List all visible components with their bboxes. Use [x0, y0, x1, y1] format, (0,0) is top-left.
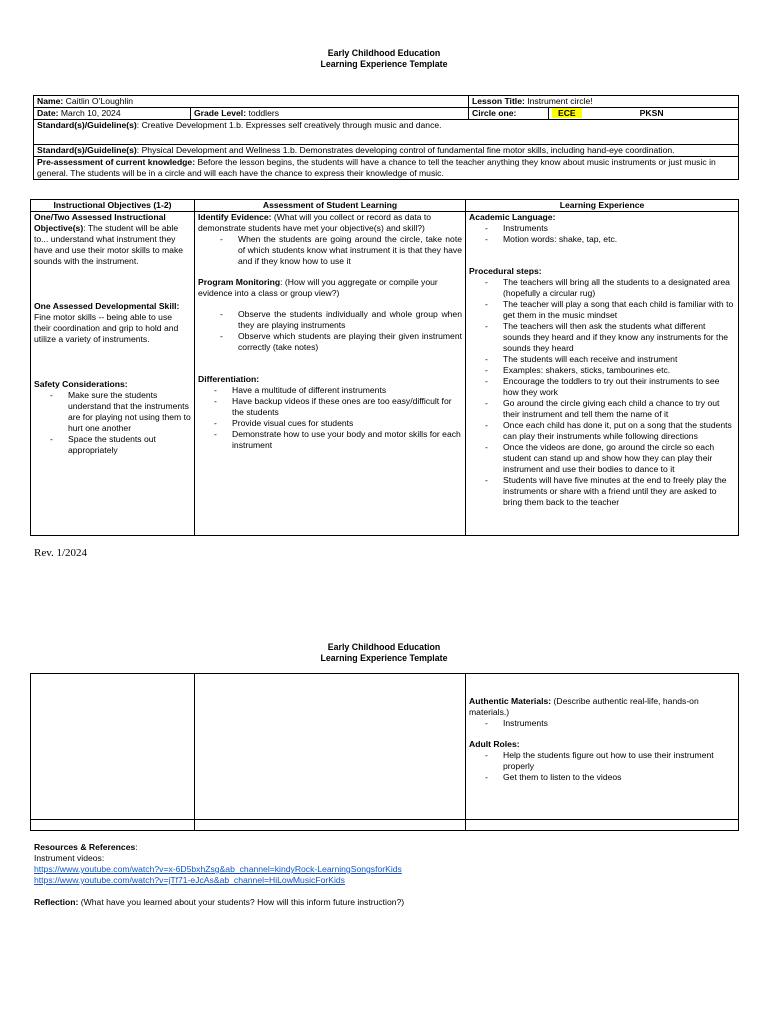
title-line-1: Early Childhood Education [327, 642, 441, 652]
title-line-2: Learning Experience Template [320, 653, 448, 664]
list-item: - Examples: shakers, sticks, tambourines etc. [469, 365, 735, 376]
title-line-2: Learning Experience Template [320, 59, 448, 70]
empty-cell [31, 820, 195, 831]
resources-section [34, 842, 734, 908]
objectives-cell-continued [31, 674, 195, 820]
reflection: Reflection: (What have you learned about your students? How will this inform future instruction?) [34, 897, 405, 907]
circle-label-cell: Circle one: [468, 108, 548, 120]
differentiation-list [198, 385, 462, 451]
circle-option-pksn: PKSN [639, 108, 664, 118]
procedural-steps: Procedural steps: [469, 266, 542, 276]
circle-option-ece: ECE [552, 108, 582, 118]
list-item: - Have a multitude of different instruments [198, 385, 462, 396]
standard-1-cell: Standard(s)/Guideline(s): Creative Development 1.b. Expresses self creatively through music and dance. [34, 120, 739, 145]
list-item: - Motion words: shake, tap, etc. [469, 234, 735, 245]
list-item: - Instruments [469, 718, 735, 729]
videos-label: Instrument videos: [34, 853, 105, 863]
list-item: - Students will have five minutes at the end to freely play the instruments or share with a friend until they are asked to bring them back to the teacher [469, 475, 735, 508]
list-item: - Space the students out appropriately [34, 434, 191, 456]
academic-language: Academic Language: [469, 212, 556, 222]
standard-1-value: : Creative Development 1.b. Expresses self creatively through music and dance. [136, 120, 442, 130]
lesson-info-table [33, 95, 739, 180]
lesson-title-value: Instrument circle! [524, 96, 593, 106]
list-item: - Encourage the toddlers to try out their instruments to see how they work [469, 376, 735, 398]
evidence-list [198, 234, 462, 267]
list-item: - Observe which students are playing their given instrument correctly (take notes) [198, 331, 462, 353]
list-item: - When the students are going around the circle, take note of which students know what instrument it is that they have and if they know how to use it [198, 234, 462, 267]
revision-note: Rev. 1/2024 [34, 547, 88, 559]
grade-cell: Grade Level: toddlers [191, 108, 469, 120]
date-value: March 10, 2024 [58, 108, 121, 118]
name-cell: Name: Caitlin O’Loughlin [34, 96, 469, 108]
title-line-1: Early Childhood Education [327, 48, 441, 58]
video-link-1[interactable]: https://www.youtube.com/watch?v=x-6D5bxhZsg&ab_channel=kindyRock-LearningSongsforKids [34, 864, 402, 874]
page-title [0, 48, 768, 71]
video-link-2[interactable]: https://www.youtube.com/watch?v=jTf71-eJcAs&ab_channel=HiLowMusicForKids [34, 875, 345, 885]
developmental-skill: One Assessed Developmental Skill: Fine motor skills -- being able to use their coordination and grip to hold and utilize a variety of instruments. [34, 301, 180, 344]
preassessment-cell: Pre-assessment of current knowledge: Before the lesson begins, the students will have a chance to tell the teacher anything they know about music instruments or just music in general. The students will be in a circle and will each have the chance to express their knowledge of music. [34, 157, 739, 180]
col-header-objectives: Instructional Objectives (1-2) [31, 200, 195, 212]
list-item: - Once each child has done it, put on a song that the students can play their instruments while following directions [469, 420, 735, 442]
learning-experience-cell-continued [466, 674, 739, 820]
assessment-cell [195, 212, 466, 536]
safety-considerations: Safety Considerations: - Make sure the students understand that the instruments are for playing not using them to hurt one another - Space the students out appropriately [34, 379, 191, 456]
empty-cell [195, 820, 466, 831]
lesson-plan-table [30, 199, 739, 536]
circle-options-cell [548, 108, 738, 120]
adult-roles-list [469, 750, 735, 783]
list-item: - The teachers will then ask the students what different sounds they heard and if they know any instruments for the sounds they heard [469, 321, 735, 354]
learning-experience-cell [466, 212, 739, 536]
list-item: - Go around the circle giving each child a chance to try out their instrument and tell them the name of it [469, 398, 735, 420]
differentiation: Differentiation: [198, 374, 260, 384]
monitoring-list [198, 309, 462, 353]
list-item: - Get them to listen to the videos [469, 772, 735, 783]
lesson-title-cell: Lesson Title: Instrument circle! [468, 96, 738, 108]
procedural-list [469, 277, 735, 508]
identify-evidence: Identify Evidence: (What will you collect or record as data to demonstrate students have met your objective(s) and skill?) [198, 212, 432, 233]
list-item: - The students will each receive and instrument [469, 354, 735, 365]
col-header-experience: Learning Experience [466, 200, 739, 212]
list-item: - Demonstrate how to use your body and motor skills for each instrument [198, 429, 462, 451]
adult-roles: Adult Roles: [469, 739, 520, 749]
list-item: - Observe the students individually and whole group when they are playing instruments [198, 309, 462, 331]
objective: One/Two Assessed Instructional Objective(s): The student will be able to... understand what instrument they have and use their motor skills to make sounds with the instrument. [34, 212, 184, 266]
list-item: - The teachers will bring all the students to a designated area (hopefully a circular rug) [469, 277, 735, 299]
program-monitoring: Program Monitoring: (How will you aggregate or compile your evidence into a class or group view?) [198, 277, 438, 298]
materials-list [469, 718, 735, 729]
authentic-materials: Authentic Materials: (Describe authentic real-life, hands-on materials.) [469, 696, 699, 717]
grade-value: toddlers [246, 108, 280, 118]
col-header-assessment: Assessment of Student Learning [195, 200, 466, 212]
list-item: - Instruments [469, 223, 735, 234]
date-cell: Date: March 10, 2024 [34, 108, 191, 120]
page-2-title [0, 642, 768, 665]
standard-2-value: : Physical Development and Wellness 1.b. Demonstrates developing control of fundamental fine motor skills, including hand-eye coordination. [136, 145, 675, 155]
safety-list [34, 390, 191, 456]
resources-heading: Resources & References: [34, 842, 138, 852]
list-item: - Provide visual cues for students [198, 418, 462, 429]
empty-cell [466, 820, 739, 831]
list-item: - Once the videos are done, go around the circle so each student can stand up and show how they can play their instrument and use their bodies to dance to it [469, 442, 735, 475]
name-value: Caitlin O’Loughlin [63, 96, 134, 106]
academic-list [469, 223, 735, 245]
list-item: - Help the students figure out how to use their instrument properly [469, 750, 735, 772]
list-item: - Make sure the students understand that the instruments are for playing not using them to hurt one another [34, 390, 191, 434]
lesson-plan-table-continued [30, 673, 739, 831]
preassessment-value: Before the lesson begins, the students will have a chance to tell the teacher anything they know about music instruments or just music in general. The students will be in a circle and will each have the chance to express their knowledge of music. [37, 157, 716, 178]
list-item: - The teacher will play a song that each child is familiar with to get them in the music mindset [469, 299, 735, 321]
objectives-cell [31, 212, 195, 536]
list-item: - Have backup videos if these ones are too easy/difficult for the students [198, 396, 462, 418]
assessment-cell-continued [195, 674, 466, 820]
standard-2-cell: Standard(s)/Guideline(s): Physical Development and Wellness 1.b. Demonstrates developing control of fundamental fine motor skills, including hand-eye coordination. [34, 145, 739, 157]
